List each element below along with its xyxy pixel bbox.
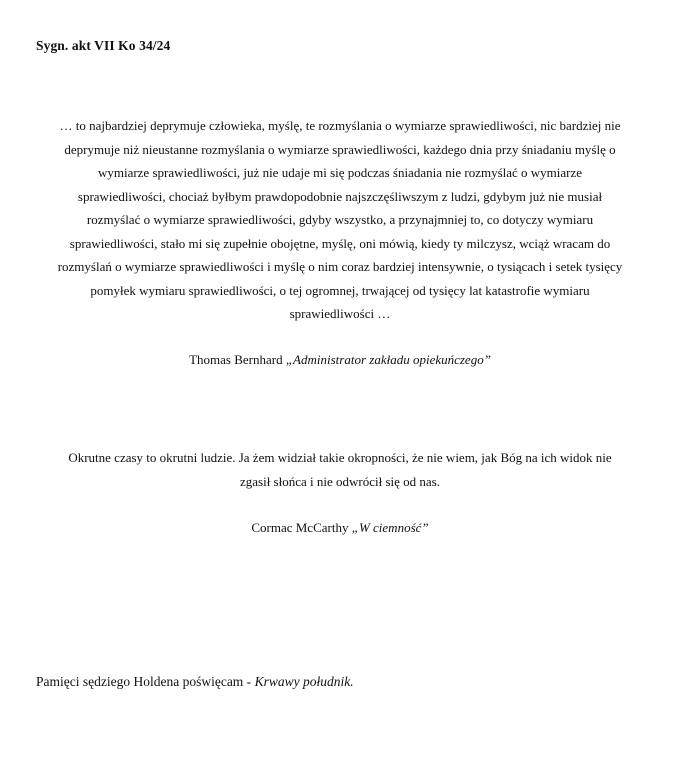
quote-line: pomyłek wymiaru sprawiedliwości, o tej ogromnej, trwającej od tysięcy lat katastrofie wymiaru [90,282,590,298]
epigraph-bernhard-quote [20,114,660,326]
quote-line: sprawiedliwości, chociaż byłbym prawdopodobnie najszczęśliwszym z ludzi, gdybym już nie musiał [77,188,603,204]
author-name: Cormac McCarthy [251,520,352,535]
quote-line: zgasił słońca i nie odwrócił się od nas. [239,474,440,489]
dedication [36,674,354,690]
author-name: Thomas Bernhard [189,352,286,367]
quote-line: … to najbardziej deprymuje człowieka, myślę, te rozmyślania o wymiarze sprawiedliwości, nic bardziej nie [59,118,621,133]
work-title: „Administrator zakładu opiekuńczego” [285,352,491,367]
quote-line: deprymuje niż nieustanne rozmyślania o wymiarze sprawiedliwości, każdego dnia przy śniadaniu myślę o [64,141,616,157]
quote-line: wymiarze sprawiedliwości, już nie udaje mi się podczas śniadania nie rozmyślać o wymiarze [97,165,583,180]
epigraph-mccarthy-attribution [20,520,660,536]
dedication-text: Pamięci sędziego Holdena poświęcam - [36,674,255,689]
quote-line: Okrutne czasy to okrutni ludzie. Ja żem widział takie okropności, że nie wiem, jak Bóg na ich widok nie [68,450,612,465]
epigraph-mccarthy-quote [20,446,660,494]
quote-line: rozmyślań o wymiarze sprawiedliwości i myślę o nim coraz bardziej intensywnie, o tysiącach i setek tysięcy [57,259,623,274]
quote-line: sprawiedliwości, stało mi się zupełnie obojętne, myślę, oni mówią, kiedy ty milczysz, wciąż wracam do [69,235,611,251]
dedication-work-title: Krwawy południk. [254,674,354,689]
quote-line: sprawiedliwości … [289,306,391,321]
quote-line: rozmyślać o wymiarze sprawiedliwości, gdyby wszystko, a przynajmniej to, co dotyczy wymiaru [86,212,594,227]
work-title: „W ciemność” [351,520,429,535]
epigraph-bernhard-attribution [20,352,660,368]
case-number: Sygn. akt VII Ko 34/24 [36,38,171,53]
